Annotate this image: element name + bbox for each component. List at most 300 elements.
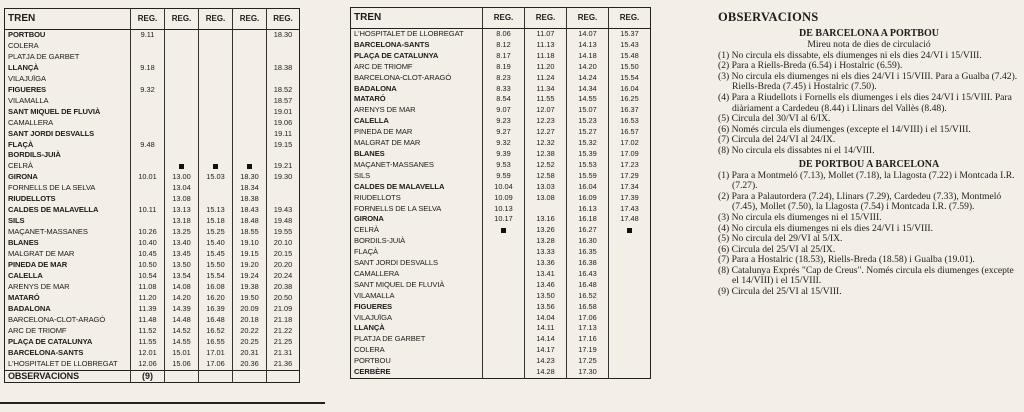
station-name: BARCELONA-SANTS: [8, 347, 84, 357]
observation-ref: [267, 370, 300, 382]
station-name: PORTBOU: [354, 356, 391, 366]
departure-time: 12.27: [525, 127, 567, 138]
departure-time: 17.29: [609, 171, 651, 182]
station-name: CALDES DE MALAVELLA: [8, 205, 99, 215]
departure-time: 16.13: [567, 204, 609, 215]
departure-time: [199, 161, 233, 172]
departure-time: 16.48: [199, 315, 233, 326]
departure-time: [609, 236, 651, 247]
departure-time: [483, 313, 525, 324]
departure-time: 17.30: [567, 367, 609, 378]
timetable-row: [5, 260, 300, 271]
departure-time: 16.30: [567, 236, 609, 247]
departure-time: [233, 63, 267, 74]
departure-time: [267, 194, 300, 205]
departure-time: 9.11: [131, 30, 165, 41]
departure-time: 14.04: [525, 313, 567, 324]
departure-time: [233, 118, 267, 129]
departure-time: 19.15: [267, 140, 300, 151]
departure-time: 18.55: [233, 227, 267, 238]
observation-note: (3) No circula els diumenges ni els dies 24/VI i 15/VIII. Para a Gualba (7.42). Riells-Breda (7.45) i Hostalric (7.50).: [718, 70, 1018, 93]
departure-time: 13.16: [525, 214, 567, 225]
departure-time: 16.38: [567, 258, 609, 269]
departure-time: [233, 150, 267, 161]
departure-time: [165, 41, 199, 52]
departure-time: 16.43: [567, 269, 609, 280]
departure-time: [609, 345, 651, 356]
departure-time: [233, 161, 267, 172]
station-name: PINEDA DE MAR: [8, 260, 68, 270]
timetable-row: [351, 29, 651, 40]
departure-time: 20.10: [267, 238, 300, 249]
timetable-row: [5, 52, 300, 63]
departure-time: 14.48: [165, 315, 199, 326]
timetable-row: [5, 140, 300, 151]
timetable-row: [351, 291, 651, 302]
timetable-row: [5, 172, 300, 183]
departure-time: [525, 204, 567, 215]
column-header-reg: REG.: [525, 8, 567, 29]
departure-time: [483, 225, 525, 236]
timetable-row: [5, 216, 300, 227]
timetable-row: [5, 348, 300, 359]
departure-time: [131, 129, 165, 140]
departure-time: 15.03: [199, 172, 233, 183]
timetable-row: [351, 84, 651, 95]
departure-time: [199, 63, 233, 74]
station-name: CALELLA: [8, 270, 43, 280]
departure-time: 17.48: [609, 214, 651, 225]
departure-time: 10.13: [483, 204, 525, 215]
timetable-row: [5, 249, 300, 260]
departure-time: 15.45: [199, 249, 233, 260]
departure-time: [609, 313, 651, 324]
timetable-row: [5, 205, 300, 216]
departure-time: 20.09: [233, 304, 267, 315]
departure-time: 16.08: [199, 282, 233, 293]
departure-time: 20.22: [233, 326, 267, 337]
departure-time: [233, 74, 267, 85]
timetable-row: [351, 280, 651, 291]
departure-time: 18.43: [233, 205, 267, 216]
station-name: CALDES DE MALAVELLA: [354, 181, 445, 191]
departure-time: 21.31: [267, 348, 300, 359]
departure-time: 12.58: [525, 171, 567, 182]
departure-time: 11.13: [525, 40, 567, 51]
departure-time: 15.59: [567, 171, 609, 182]
column-header-reg: REG.: [131, 9, 165, 30]
departure-time: 16.18: [567, 214, 609, 225]
departure-time: 21.22: [267, 326, 300, 337]
departure-time: 9.53: [483, 160, 525, 171]
departure-time: 18.30: [233, 172, 267, 183]
departure-time: [165, 161, 199, 172]
departure-time: 10.11: [131, 205, 165, 216]
departure-time: [609, 302, 651, 313]
departure-time: [483, 258, 525, 269]
departure-time: 9.32: [131, 85, 165, 96]
station-name: ARENYS DE MAR: [354, 105, 416, 115]
departure-time: [165, 63, 199, 74]
timetable-row: [351, 247, 651, 258]
departure-time: 15.07: [567, 105, 609, 116]
station-name: MALGRAT DE MAR: [354, 138, 421, 148]
departure-time: 19.21: [267, 161, 300, 172]
departure-time: 18.30: [267, 30, 300, 41]
timetable-row: [5, 282, 300, 293]
departure-time: 20.24: [267, 271, 300, 282]
departure-time: [483, 291, 525, 302]
departure-time: 20.25: [233, 337, 267, 348]
timetable-row: [5, 183, 300, 194]
departure-time: 15.27: [567, 127, 609, 138]
departure-time: [483, 323, 525, 334]
timetable-row: [351, 225, 651, 236]
column-header-reg: REG.: [567, 8, 609, 29]
departure-time: 13.03: [525, 182, 567, 193]
timetable-row: [351, 193, 651, 204]
departure-time: [199, 52, 233, 63]
departure-time: 10.50: [131, 260, 165, 271]
station-name: LLANÇÀ: [8, 62, 39, 72]
departure-time: 19.24: [233, 271, 267, 282]
departure-time: [199, 96, 233, 107]
departure-time: 17.23: [609, 160, 651, 171]
observation-ref: [233, 370, 267, 382]
departure-time: 11.34: [525, 84, 567, 95]
observations-label: OBSERVACIONS: [5, 370, 131, 382]
timetable-row: [5, 129, 300, 140]
departure-time: 17.01: [199, 348, 233, 359]
timetable-row: [351, 334, 651, 345]
column-header-reg: REG.: [165, 9, 199, 30]
station-name: FORNELLS DE LA SELVA: [8, 183, 96, 193]
departure-time: 15.13: [199, 205, 233, 216]
departure-time: 19.11: [267, 129, 300, 140]
departure-time: 12.32: [525, 138, 567, 149]
departure-time: 13.08: [165, 194, 199, 205]
station-name: LLANÇÀ: [354, 323, 385, 333]
departure-time: [233, 140, 267, 151]
departure-time: 8.23: [483, 73, 525, 84]
departure-time: 15.23: [567, 116, 609, 127]
departure-time: 8.12: [483, 40, 525, 51]
station-name: BLANES: [354, 148, 385, 158]
timetable-row: [5, 194, 300, 205]
departure-time: [609, 323, 651, 334]
departure-time: 19.15: [233, 249, 267, 260]
departure-time: [131, 183, 165, 194]
departure-time: [267, 150, 300, 161]
departure-time: 8.17: [483, 51, 525, 62]
departure-time: 13.36: [525, 258, 567, 269]
observation-note: (9) Circula del 25/VI al 15/VIII.: [718, 286, 842, 298]
station-name: ARENYS DE MAR: [8, 281, 70, 291]
departure-time: 11.08: [131, 282, 165, 293]
departure-time: [131, 118, 165, 129]
departure-time: [165, 85, 199, 96]
departure-time: [199, 183, 233, 194]
section2-title: DE PORTBOU A BARCELONA: [798, 158, 940, 170]
station-name: CAMALLERA: [8, 117, 54, 127]
departure-time: [165, 52, 199, 63]
section1-intro: Mireu nota de dies de circulació: [807, 39, 931, 50]
station-name: MATARÓ: [8, 292, 40, 302]
departure-time: 18.48: [233, 216, 267, 227]
station-name: MALGRAT DE MAR: [8, 249, 75, 259]
departure-time: 17.16: [567, 334, 609, 345]
observation-ref: [199, 370, 233, 382]
timetable-row: [351, 302, 651, 313]
departure-time: [267, 74, 300, 85]
departure-time: 15.54: [199, 271, 233, 282]
timetable-row: [5, 118, 300, 129]
departure-time: 13.50: [525, 291, 567, 302]
departure-time: 14.07: [567, 29, 609, 40]
departure-time: [131, 74, 165, 85]
departure-time: [131, 194, 165, 205]
observation-note: (8) Catalunya Exprés "Cap de Creus". Només circula els diumenges (excepte el 14/VIII) i el 15/VIII.: [718, 264, 1014, 287]
observation-note: (4) Para a Riudellots i Fornells els diumenges i els dies 24/VI i 15/VIII. Para diàriament a Cardedeu (8.44) i Llinars del Vallès (8.48).: [718, 91, 1012, 114]
section1-notes: [718, 51, 1020, 157]
station-name: PORTBOU: [8, 30, 46, 39]
departure-time: 17.25: [567, 356, 609, 367]
departure-time: [131, 150, 165, 161]
departure-time: [199, 150, 233, 161]
departure-time: 9.39: [483, 149, 525, 160]
timetable-row: [351, 138, 651, 149]
station-name: BORDILS-JUIÀ: [354, 236, 406, 246]
departure-time: 13.46: [525, 280, 567, 291]
timetable-row: [5, 107, 300, 118]
departure-time: 11.55: [525, 94, 567, 105]
departure-time: 15.54: [609, 73, 651, 84]
departure-time: 11.20: [525, 62, 567, 73]
departure-time: 14.18: [567, 51, 609, 62]
station-name: PLAÇA DE CATALUNYA: [354, 50, 439, 60]
observation-ref: (9): [131, 370, 165, 382]
station-name: PLATJA DE GARBET: [354, 334, 426, 344]
station-name: VILAJUÏGA: [8, 73, 46, 83]
departure-time: [609, 291, 651, 302]
departure-time: [199, 129, 233, 140]
departure-time: [131, 216, 165, 227]
departure-time: [165, 118, 199, 129]
departure-time: [199, 107, 233, 118]
departure-time: 11.24: [525, 73, 567, 84]
departure-time: [233, 96, 267, 107]
departure-time: 12.07: [525, 105, 567, 116]
timetable-row: [5, 63, 300, 74]
timetable-portbou-barcelona: [4, 8, 300, 383]
observations-title: OBSERVACIONS: [718, 10, 819, 24]
departure-time: 11.20: [131, 293, 165, 304]
departure-time: 16.20: [199, 293, 233, 304]
departure-time: 12.38: [525, 149, 567, 160]
column-header-reg: REG.: [267, 9, 300, 30]
observation-note: (2) Para a Palautordera (7.24), Llinars (7.29), Cardedeu (7.33), Montmeló (7.45), Mollet (7.50), la Llagosta (7.54) i Montcada I.R. (7.59).: [718, 190, 1002, 213]
station-name: GIRONA: [8, 172, 38, 182]
timetable-row: [351, 171, 651, 182]
timetable-row: [5, 238, 300, 249]
column-header-train: TREN: [351, 8, 483, 29]
observation-note: (7) Circula del 24/VI al 24/IX.: [718, 134, 836, 146]
station-name: BARCELONA-SANTS: [354, 39, 430, 49]
departure-time: 12.52: [525, 160, 567, 171]
departure-time: [165, 74, 199, 85]
departure-time: 17.34: [609, 182, 651, 193]
departure-time: 19.48: [267, 216, 300, 227]
departure-time: [199, 85, 233, 96]
section1-title: DE BARCELONA A PORTBOU: [799, 28, 939, 39]
departure-time: 15.43: [609, 40, 651, 51]
observation-note: (6) Només circula els diumenges (excepte el 14/VIII) i el 15/VIII.: [718, 123, 971, 135]
station-name: PLATJA DE GARBET: [8, 51, 80, 61]
departure-time: [165, 96, 199, 107]
timetable-row: [5, 337, 300, 348]
departure-time: 21.18: [267, 315, 300, 326]
departure-time: 20.38: [267, 282, 300, 293]
timetable-row: [351, 323, 651, 334]
departure-time: 13.08: [525, 193, 567, 204]
departure-time: [483, 269, 525, 280]
departure-time: 15.01: [165, 348, 199, 359]
observations-panel: [718, 10, 1020, 298]
timetable-row: [5, 30, 300, 41]
departure-time: 12.06: [131, 359, 165, 370]
timetable-row: [5, 304, 300, 315]
departure-time: [199, 140, 233, 151]
departure-time: 11.48: [131, 315, 165, 326]
timetable-row: [351, 367, 651, 378]
departure-time: 19.43: [267, 205, 300, 216]
departure-time: 13.50: [165, 260, 199, 271]
departure-time: 9.27: [483, 127, 525, 138]
departure-time: [199, 30, 233, 41]
column-header-reg: REG.: [199, 9, 233, 30]
departure-time: 13.26: [525, 225, 567, 236]
departure-time: 17.13: [567, 323, 609, 334]
station-name: SILS: [8, 216, 25, 226]
station-name: L'HOSPITALET DE LLOBREGAT: [354, 29, 464, 38]
timetable-row: [351, 356, 651, 367]
station-name: BADALONA: [8, 303, 51, 313]
departure-time: 14.55: [567, 94, 609, 105]
departure-time: 8.33: [483, 84, 525, 95]
departure-time: 18.38: [233, 194, 267, 205]
departure-time: 14.39: [165, 304, 199, 315]
departure-time: 9.07: [483, 105, 525, 116]
section2-notes: [718, 171, 1020, 298]
timetable-row: [351, 182, 651, 193]
departure-time: [609, 356, 651, 367]
station-name: MAÇANET-MASSANES: [354, 159, 434, 169]
column-header-reg: REG.: [233, 9, 267, 30]
departure-time: 11.52: [131, 326, 165, 337]
departure-time: 14.28: [525, 367, 567, 378]
departure-time: 9.32: [483, 138, 525, 149]
departure-time: [609, 367, 651, 378]
departure-time: 13.25: [165, 227, 199, 238]
departure-time: 14.11: [525, 323, 567, 334]
timetable-row: [5, 96, 300, 107]
departure-time: [165, 107, 199, 118]
departure-time: [233, 85, 267, 96]
timetable-row: [351, 40, 651, 51]
station-name: VILAMALLA: [8, 95, 49, 105]
departure-time: 17.19: [567, 345, 609, 356]
no-stop-marker: [247, 164, 252, 169]
station-name: CELRÀ: [8, 161, 33, 171]
departure-time: 16.37: [609, 105, 651, 116]
station-name: CELRÀ: [354, 225, 379, 235]
station-name: RIUDELLOTS: [8, 194, 56, 204]
departure-time: 9.48: [131, 140, 165, 151]
departure-time: 17.09: [609, 149, 651, 160]
departure-time: 14.13: [567, 40, 609, 51]
timetable-row: [5, 271, 300, 282]
departure-time: 18.57: [267, 96, 300, 107]
departure-time: [267, 41, 300, 52]
departure-time: 15.37: [609, 29, 651, 40]
departure-time: [233, 41, 267, 52]
departure-time: 10.40: [131, 238, 165, 249]
departure-time: 13.13: [165, 205, 199, 216]
departure-time: [483, 334, 525, 345]
departure-time: 20.15: [267, 249, 300, 260]
departure-time: 11.39: [131, 304, 165, 315]
departure-time: 8.54: [483, 94, 525, 105]
observation-note: (4) No circula els diumenges ni els dies 24/VI i 15/VIII.: [718, 222, 934, 234]
observation-note: (7) Para a Hostalric (18.53), Riells-Breda (18.58) i Gualba (19.01).: [718, 254, 975, 266]
timetable-row: [351, 214, 651, 225]
departure-time: 19.01: [267, 107, 300, 118]
departure-time: 10.54: [131, 271, 165, 282]
station-name: VILAMALLA: [354, 290, 395, 300]
departure-time: 17.06: [199, 359, 233, 370]
departure-time: [483, 367, 525, 378]
station-name: MAÇANET-MASSANES: [8, 227, 88, 237]
timetable-row: [5, 227, 300, 238]
departure-time: 18.38: [267, 63, 300, 74]
departure-time: 15.48: [609, 51, 651, 62]
timetable-row: [5, 293, 300, 304]
departure-time: 15.18: [199, 216, 233, 227]
departure-time: 15.40: [199, 238, 233, 249]
no-stop-marker: [213, 164, 218, 169]
timetable-row: [5, 150, 300, 161]
timetable-row: [351, 236, 651, 247]
departure-time: 17.02: [609, 138, 651, 149]
station-name: SANT MIQUEL DE FLUVIÀ: [8, 106, 101, 116]
observation-note: (8) No circula els dissabtes ni el 14/VIII.: [718, 144, 875, 156]
departure-time: 10.26: [131, 227, 165, 238]
timetable-row: [351, 258, 651, 269]
departure-time: [199, 41, 233, 52]
station-name: BLANES: [8, 238, 39, 248]
station-name: FLAÇÀ: [8, 139, 34, 149]
departure-time: 12.01: [131, 348, 165, 359]
departure-time: 16.52: [567, 291, 609, 302]
departure-time: 16.27: [567, 225, 609, 236]
timetable-row: [351, 51, 651, 62]
station-name: SILS: [354, 170, 371, 180]
departure-time: [165, 30, 199, 41]
timetable-row: [5, 359, 300, 370]
observation-ref: [165, 370, 199, 382]
departure-time: 12.23: [525, 116, 567, 127]
departure-time: [267, 52, 300, 63]
